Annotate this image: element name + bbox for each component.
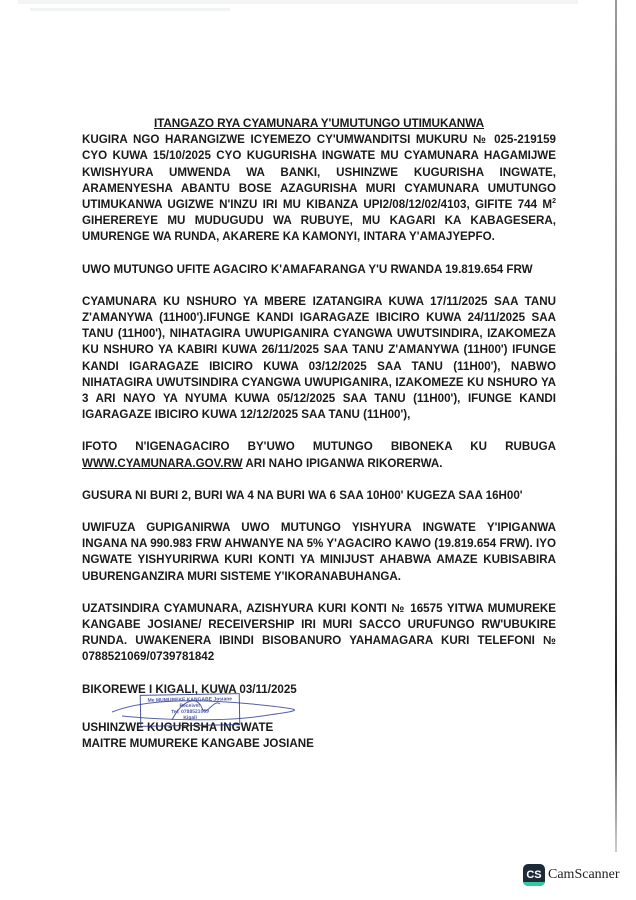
place-date: BIKOREWE I KIGALI, KUWA 03/11/2025 — [82, 682, 297, 696]
camscanner-label: CamScanner — [548, 867, 620, 882]
paragraph-deposit: UWIFUZA GUPIGANIRWA UWO MUTUNGO YISHYURA INGWATE Y'IPIGANWA INGANA NA 990.983 FRW AHWANYE NA 5% Y'AGACIRO KAWO (19.819.654 FRW). IYO NGWATE YISHYURIRWA KURI KONTI YA MINIJUST AHABWA AMAZE KUBISABIRA UBURENGANZIRA MURI SISTEME Y'IKORANABUHANGA. — [82, 521, 556, 583]
paragraph-text: ARI NAHO IPIGANWA RIKORERWA. — [242, 456, 443, 470]
signer-role: USHINZWE KUGURISHA INGWATE — [82, 720, 274, 734]
stamp-text: Me MUMUREKE KANGABE Josiane — [147, 695, 233, 704]
stamp-text: Tel: 0788521069 — [171, 708, 209, 716]
signer-name: MAITRE MUMUREKE KANGABE JOSIANE — [82, 737, 314, 751]
paragraph-text: IFOTO N'IGENAGACIRO BY'UWO MUTUNGO BIBONEKA KU RUBUGA — [82, 440, 556, 454]
announcement-document — [82, 115, 556, 752]
superscript: 2 — [552, 198, 556, 206]
scan-bleed-through — [30, 8, 230, 11]
scan-bleed-through — [18, 0, 578, 4]
official-stamp — [140, 693, 241, 727]
paragraph-text: GIHEREREYE MU MUDUGUDU WA RUBUYE, MU KAGARI KA KABAGESERA, UMURENGE WA RUNDA, AKARERE KA KAMONYI, INTARA Y'AMAJYEPFO. — [82, 214, 556, 244]
paragraph-visiting: GUSURA NI BURI 2, BURI WA 4 NA BURI WA 6 SAA 10H00' KUGEZA SAA 16H00' — [82, 488, 523, 502]
document-title: ITANGAZO RYA CYAMUNARA Y'UMUTUNGO UTIMUKANWA — [153, 116, 485, 130]
paragraph-payment: UZATSINDIRA CYAMUNARA, AZISHYURA KURI KONTI № 16575 YITWA MUMUREKE KANGABE JOSIANE/ RECEIVERSHIP IRI MURI SACCO URUFUNGO RW'UBUKIRE RUNDA. UWAKENERA IBINDI BISOBANURO YAHAMAGARA KURI TELEFONI № 0788521069/0739781842 — [82, 601, 556, 664]
camscanner-logo-icon: CS — [523, 864, 545, 886]
website-link[interactable]: WWW.CYAMUNARA.GOV.RW — [82, 456, 243, 470]
paragraph-decision — [82, 132, 556, 245]
signature-block — [82, 682, 556, 753]
scan-page-edge — [615, 0, 617, 852]
stamp-text: Receiver — [179, 702, 201, 709]
paragraph-text: KUGIRA NGO HARANGIZWE ICYEMEZO CY'UMWANDITSI MUKURU № 025-219159 CYO KUWA 15/10/2025 CYO KUGURISHA INGWATE MU CYAMUNARA HAGAMIJWE KWISHYURA UMWENDA WA BANKI, USHINZWE KUGURISHA INGWATE, ARAMENYESHA ABANTU BOSE AZAGURISHA MURI CYAMUNARA UMUTUNGO UTIMUKANWA UGIZWE N'INZU IRI MU KIBANZA UPI2/08/12/02/4103, GIFITE 744 M — [82, 133, 556, 212]
camscanner-watermark — [523, 864, 620, 886]
paragraph-website — [82, 439, 556, 471]
stamp-text: Kigali — [183, 714, 198, 721]
paragraph-value: UWO MUTUNGO UFITE AGACIRO K'AMAFARANGA Y'U RWANDA 19.819.654 FRW — [82, 262, 533, 276]
paragraph-auction-schedule: CYAMUNARA KU NSHURO YA MBERE IZATANGIRA KUWA 17/11/2025 SAA TANU Z'AMANYWA (11H00').IFUNGE KANDI IGARAGAZE IBICIRO KUWA 24/11/2025 SAA TANU (11H00'), NIHATAGIRA UWUPIGANIRA CYANGWA UWUTSINDIRA, IZAKOMEZA KU NSHURO YA KABIRI KUWA 26/11/2025 SAA TANU Z'AMANYWA (11H00') IFUNGE KANDI IGARAGAZE IBICIRO KUWA 03/12/2025 SAA TANU (11H00'), NABWO NIHATAGIRA UWUTSINDIRA CYANGWA UWUPIGANIRA, IZAKOMEZE KU NSHURO YA 3 ARI NAYO YA NYUMA KUWA 05/12/2025 SAA TANU (11H00'), IFUNGE KANDI IGARAGAZE IBICIRO KUWA 12/12/2025 SAA TANU (11H00'), — [82, 294, 556, 422]
